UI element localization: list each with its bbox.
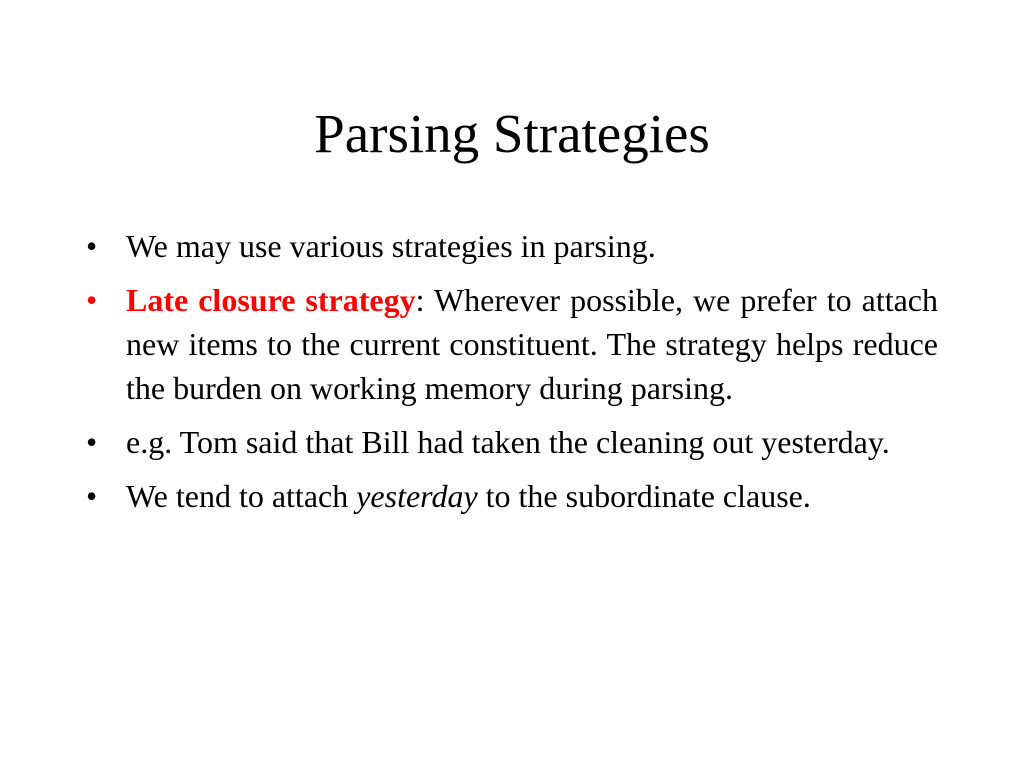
- bullet-text: We may use various strategies in parsing.: [126, 228, 656, 264]
- bullet-text: : Wherever possible, we prefer to attach new items to the current constituent. The strategy helps reduce the burden on working memory during parsing.: [126, 282, 939, 406]
- bullet-text: e.g. Tom said that Bill had taken the cleaning out yesterday.: [126, 424, 890, 460]
- bullet-icon: •: [86, 282, 98, 318]
- bullet-item-4: [86, 474, 938, 518]
- bullet-icon: •: [86, 228, 98, 264]
- emphasized-word: yesterday: [356, 478, 478, 514]
- slide-title: Parsing Strategies: [314, 103, 710, 164]
- bullet-item-3: [86, 420, 938, 464]
- bullet-item-1: [86, 224, 938, 268]
- late-closure-term: Late closure strategy: [126, 282, 416, 318]
- bullet-icon: •: [86, 424, 98, 460]
- bullet-icon: •: [86, 478, 98, 514]
- bullet-text-before: We tend to attach: [126, 478, 357, 514]
- bullet-item-2: [86, 278, 938, 410]
- bullet-list: [86, 224, 938, 528]
- bullet-text-after: to the subordinate clause.: [477, 478, 811, 514]
